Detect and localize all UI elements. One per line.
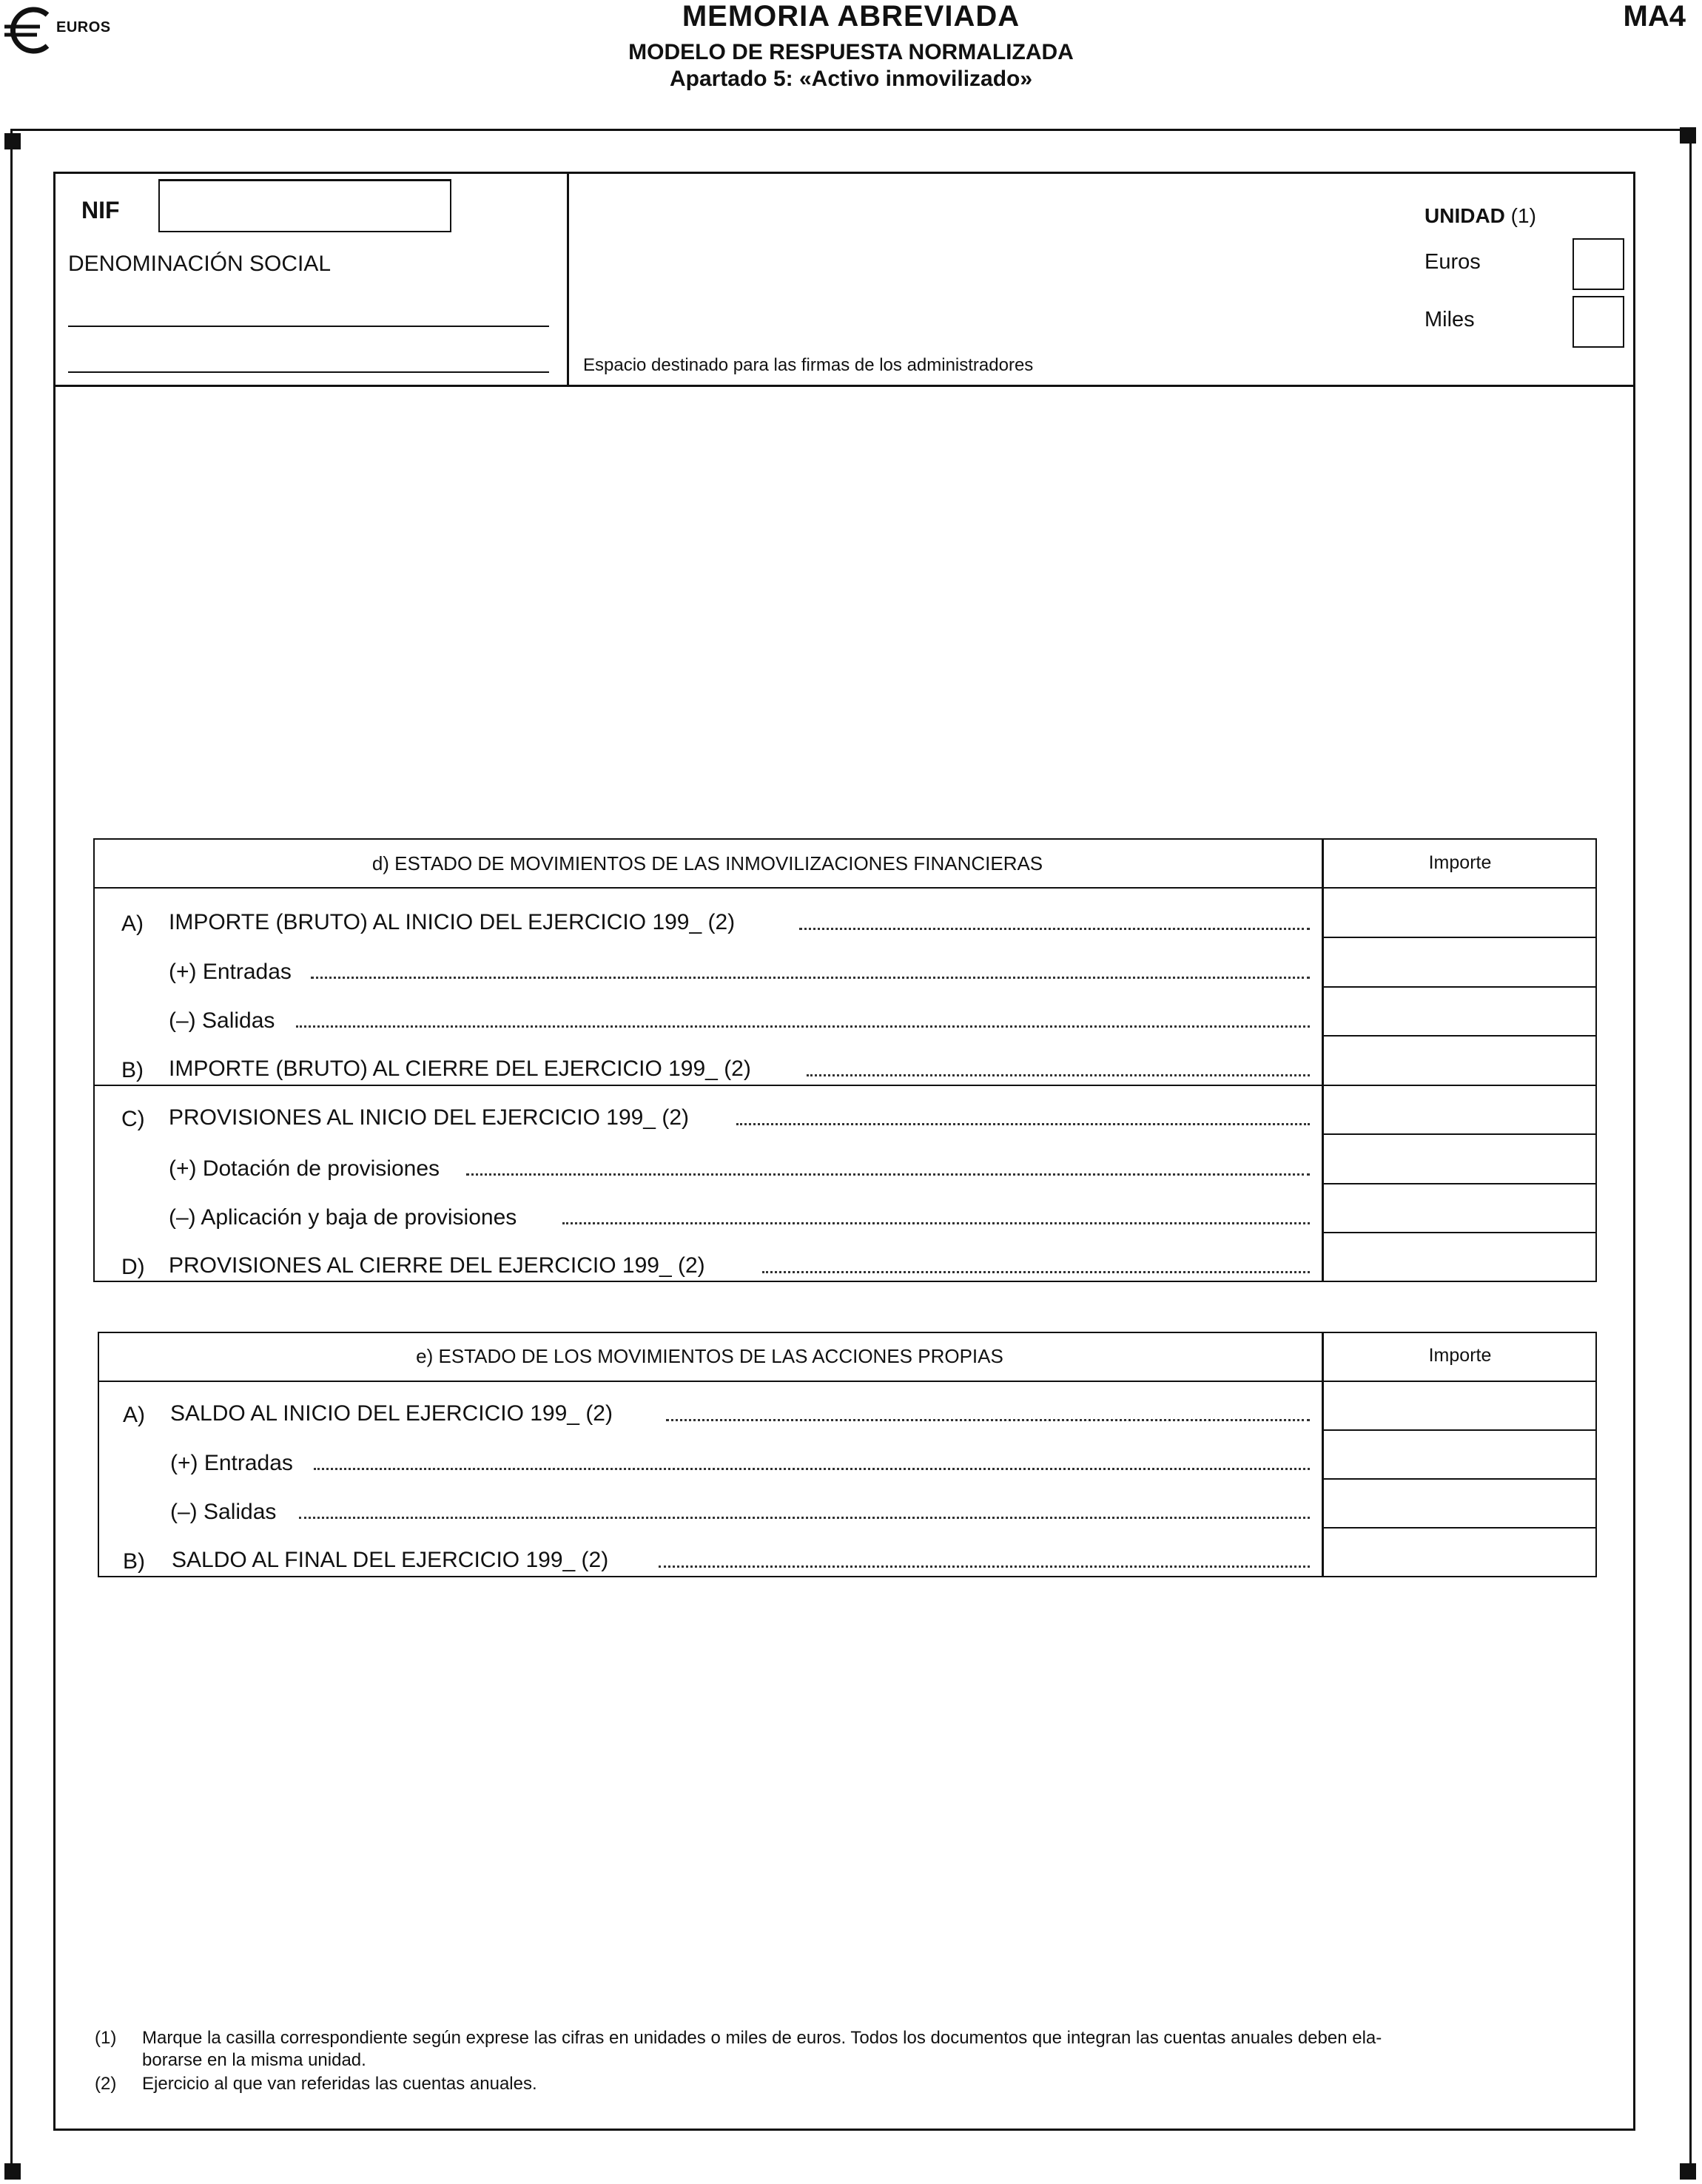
table-d-importe-cell[interactable] (1323, 1184, 1595, 1233)
table-d-row-label: PROVISIONES AL CIERRE DEL EJERCICIO 199_ (2) (169, 1253, 705, 1278)
denominacion-social-label: DENOMINACIÓN SOCIAL (68, 252, 332, 276)
signature-area-caption: Espacio destinado para las firmas de los administradores (583, 355, 1034, 375)
footnote-number: (1) (95, 2028, 117, 2048)
table-e-row-label: (+) Entradas (170, 1451, 293, 1475)
table-d-row-leader (762, 1271, 1310, 1273)
footnote-text: Marque la casilla correspondiente según exprese las cifras en unidades o miles de euros. Todos los documentos que integran las cuentas anuales deben ela- (142, 2028, 1382, 2048)
registration-mark-top-right (1680, 127, 1696, 144)
table-e-importe-cell[interactable] (1323, 1480, 1595, 1529)
table-e-importe-cell[interactable] (1323, 1529, 1595, 1576)
table-e-row-leader (299, 1517, 1310, 1519)
nif-field[interactable] (158, 179, 451, 232)
table-e-importe-cell[interactable] (1323, 1382, 1595, 1431)
signature-area[interactable] (570, 175, 1406, 349)
table-d-row-label: IMPORTE (BRUTO) AL CIERRE DEL EJERCICIO 199_ (2) (169, 1056, 751, 1081)
registration-mark-bottom-left (4, 2163, 21, 2180)
unidad-label-text: UNIDAD (1424, 204, 1505, 227)
denominacion-line-1[interactable] (68, 326, 549, 327)
document-title: MEMORIA ABREVIADA (682, 0, 1020, 33)
identification-divider (53, 385, 1635, 387)
currency-label: EUROS (56, 19, 111, 36)
document-section: Apartado 5: «Activo inmovilizado» (669, 67, 1033, 91)
unit-euros-checkbox[interactable] (1572, 238, 1624, 290)
table-d-importe-cell[interactable] (1323, 1233, 1595, 1281)
table-e-row-label: (–) Salidas (170, 1500, 277, 1524)
identification-column-divider (567, 172, 569, 386)
registration-mark-top-left (4, 133, 21, 149)
table-d-importe-cell[interactable] (1323, 1086, 1595, 1135)
table-d-importe-cell[interactable] (1323, 1135, 1595, 1184)
table-d-title: d) ESTADO DE MOVIMIENTOS DE LAS INMOVILIZACIONES FINANCIERAS (371, 852, 1043, 874)
table-d-row-leader (799, 928, 1310, 930)
footnote-1 (95, 2027, 1604, 2072)
table-e-row-label: SALDO AL FINAL DEL EJERCICIO 199_ (2) (172, 1548, 609, 1572)
table-d-importe-cell[interactable] (1323, 889, 1595, 938)
unit-miles-checkbox[interactable] (1572, 296, 1624, 348)
table-d-row-letter: D) (121, 1255, 145, 1279)
table-e-row-letter: A) (123, 1403, 145, 1427)
table-d-row-label: (+) Dotación de provisiones (169, 1156, 440, 1181)
table-d-row-label: PROVISIONES AL INICIO DEL EJERCICIO 199_ (2) (169, 1105, 689, 1130)
footnote-2 (95, 2073, 1604, 2095)
table-d-row-leader (736, 1123, 1310, 1125)
nif-label: NIF (81, 197, 120, 223)
table-d-row-leader (466, 1173, 1310, 1176)
table-d-row-leader (296, 1025, 1310, 1028)
euro-logo (3, 4, 151, 64)
table-e-row-leader (659, 1565, 1310, 1568)
table-d-importe-header: Importe (1428, 852, 1492, 873)
table-d-row-letter: A) (121, 911, 144, 936)
table-d-row-leader (311, 977, 1310, 979)
table-e-row-letter: B) (123, 1549, 145, 1574)
table-d-row-label: IMPORTE (BRUTO) AL INICIO DEL EJERCICIO 199_ (2) (169, 910, 736, 934)
table-d-row-letter: B) (121, 1058, 144, 1082)
unit-miles-label: Miles (1424, 308, 1475, 331)
table-d-row-label: (–) Aplicación y baja de provisiones (169, 1205, 517, 1230)
table-d-importe-cell[interactable] (1323, 988, 1595, 1037)
table-e-row-label: SALDO AL INICIO DEL EJERCICIO 199_ (2) (170, 1401, 613, 1426)
table-e-importe-header: Importe (1428, 1345, 1492, 1366)
table-e-title: e) ESTADO DE LOS MOVIMIENTOS DE LAS ACCIONES PROPIAS (416, 1345, 1003, 1367)
footnote-number: (2) (95, 2074, 117, 2094)
document-subtitle: MODELO DE RESPUESTA NORMALIZADA (628, 40, 1074, 64)
euro-icon (3, 4, 55, 56)
table-d-row-label: (–) Salidas (169, 1008, 275, 1033)
denominacion-line-2[interactable] (68, 371, 549, 373)
table-d-row-leader (562, 1222, 1310, 1224)
unit-euros-label: Euros (1424, 250, 1481, 274)
footnote-text: Ejercicio al que van referidas las cuentas anuales. (142, 2074, 537, 2094)
table-d-row-leader (807, 1074, 1310, 1076)
registration-mark-bottom-right (1680, 2163, 1696, 2180)
footnote-text-continuation: borarse en la misma unidad. (142, 2050, 366, 2070)
table-d-row-letter: C) (121, 1107, 145, 1131)
table-e-row-leader (314, 1468, 1310, 1470)
unidad-footnote-ref: (1) (1510, 204, 1536, 227)
table-d-group-divider (93, 1085, 1322, 1086)
table-d-row-label: (+) Entradas (169, 960, 292, 984)
form-code: MA4 (1623, 0, 1686, 33)
table-e-row-leader (666, 1419, 1310, 1421)
table-d-importe-cell[interactable] (1323, 1037, 1595, 1086)
table-d-importe-cell[interactable] (1323, 938, 1595, 988)
unidad-label (1424, 204, 1536, 228)
outer-frame-top (10, 129, 1692, 131)
table-e-importe-cell[interactable] (1323, 1431, 1595, 1480)
